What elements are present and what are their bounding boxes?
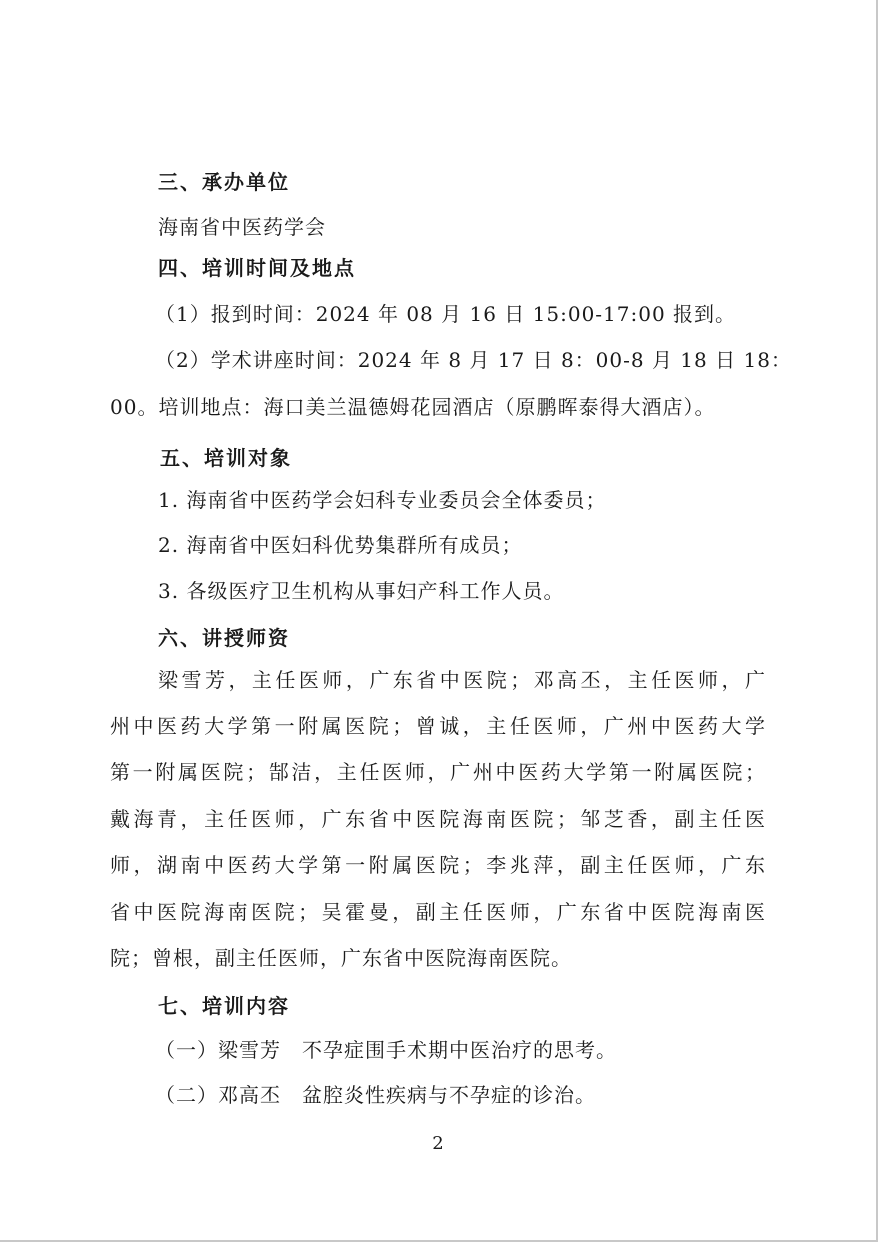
section4-heading: 四、培训时间及地点 xyxy=(158,256,356,280)
section7-item-2: （二）邓高丕 盆腔炎性疾病与不孕症的诊治。 xyxy=(155,1083,596,1107)
section3-body: 海南省中医药学会 xyxy=(158,215,326,239)
section5-heading: 五、培训对象 xyxy=(160,446,292,470)
page-number: 2 xyxy=(432,1133,444,1154)
section5-item-2: 2. 海南省中医妇科优势集群所有成员； xyxy=(158,533,523,557)
section4-item1: （1）报到时间：2024 年 08 月 16 日 15:00-17:00 报到。 xyxy=(155,302,737,326)
section7-heading: 七、培训内容 xyxy=(158,994,290,1018)
section6-line-4: 戴海青，主任医师，广东省中医院海南医院；邹芝香，副主任医 xyxy=(110,807,766,831)
section3-heading: 三、承办单位 xyxy=(158,170,290,194)
section4-item2-line2: 00。培训地点：海口美兰温德姆花园酒店（原鹏晖泰得大酒店）。 xyxy=(110,395,716,419)
section7-item-1: （一）梁雪芳 不孕症围手术期中医治疗的思考。 xyxy=(155,1038,617,1062)
section6-line-6: 省中医院海南医院；吴霍曼，副主任医师，广东省中医院海南医 xyxy=(110,900,766,924)
section5-item-3: 3. 各级医疗卫生机构从事妇产科工作人员。 xyxy=(158,579,565,603)
section6-line-1: 梁雪芳，主任医师，广东省中医院；邓高丕，主任医师，广 xyxy=(158,668,766,692)
section6-line-3: 第一附属医院；郜洁，主任医师，广州中医药大学第一附属医院； xyxy=(110,760,766,784)
section6-line-2: 州中医药大学第一附属医院；曾诚，主任医师，广州中医药大学 xyxy=(110,714,766,738)
section6-heading: 六、讲授师资 xyxy=(158,626,290,650)
section6-line-5: 师，湖南中医药大学第一附属医院；李兆萍，副主任医师，广东 xyxy=(110,853,766,877)
section4-item2-line1: （2）学术讲座时间：2024 年 8 月 17 日 8：00-8 月 18 日 18： xyxy=(155,348,792,372)
section6-line-7: 院；曾根，副主任医师，广东省中医院海南医院。 xyxy=(110,946,572,970)
section5-item-1: 1. 海南省中医药学会妇科专业委员会全体委员； xyxy=(158,488,607,512)
